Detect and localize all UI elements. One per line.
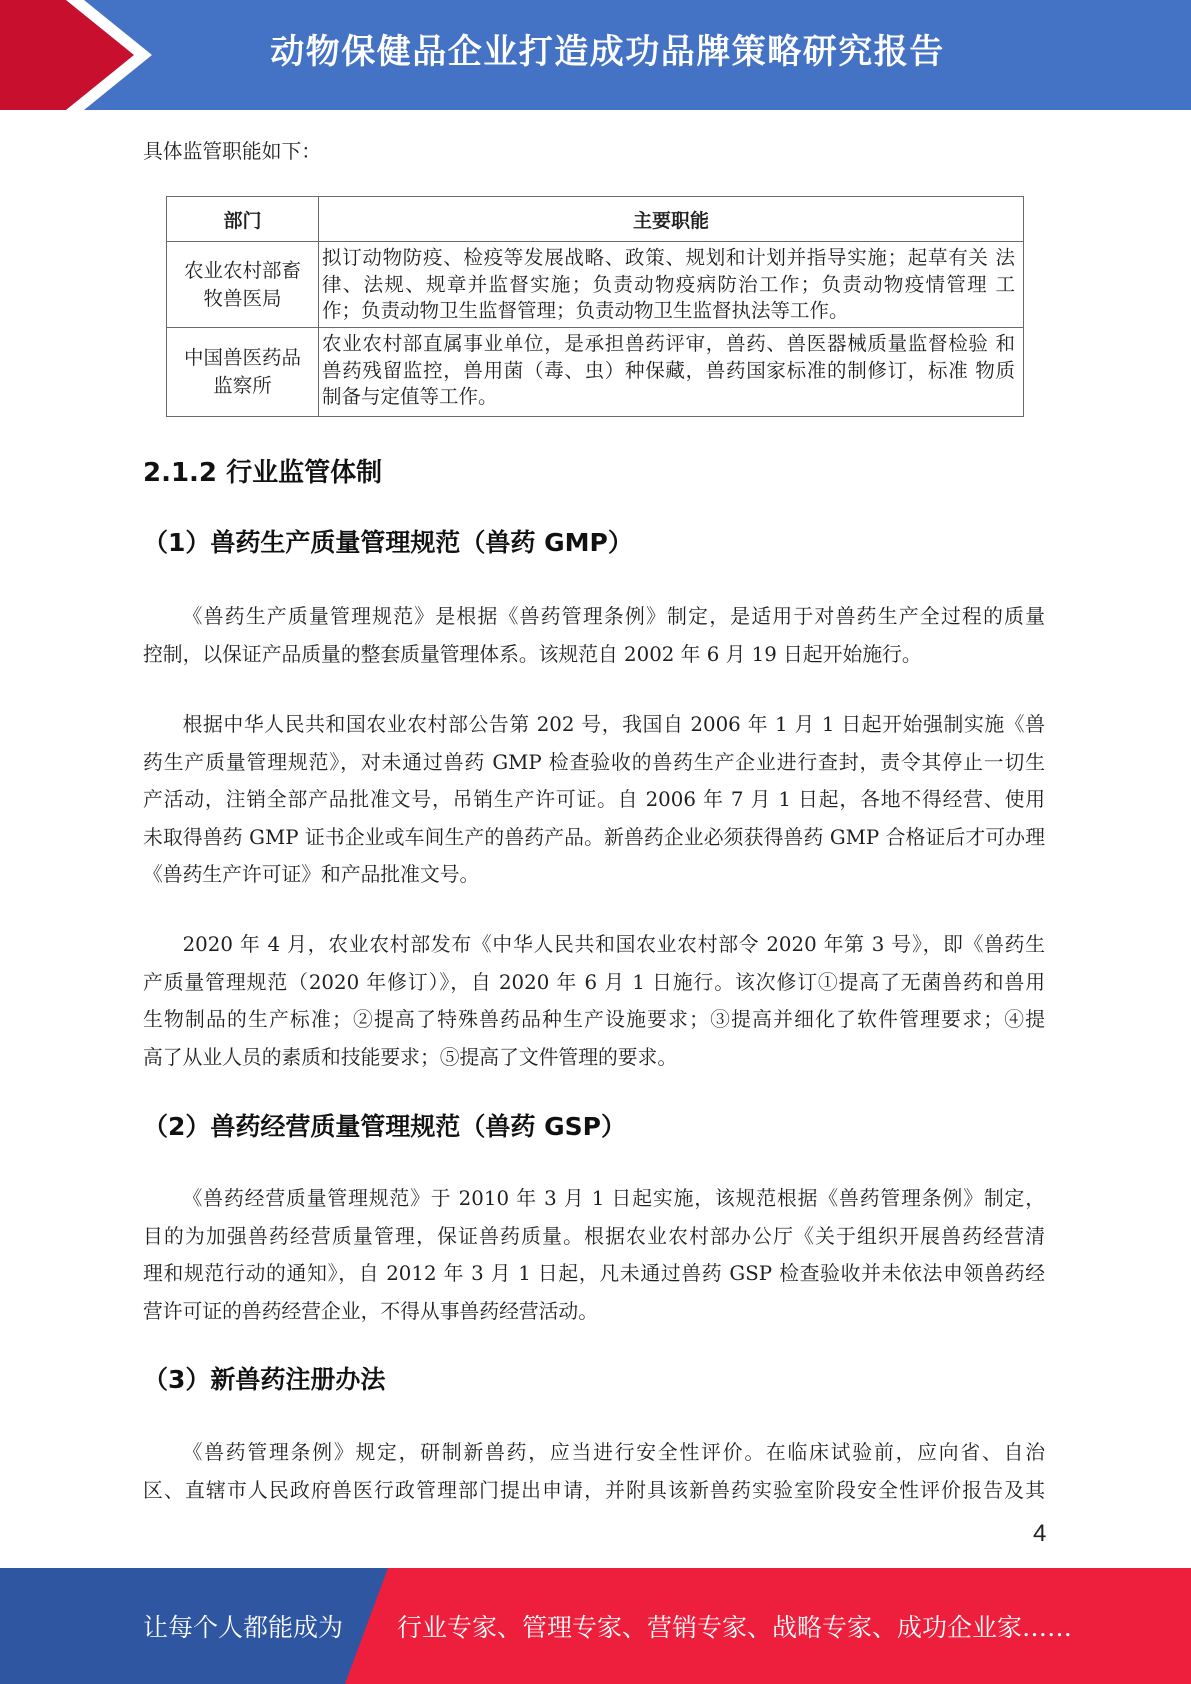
report-title: 动物保健品企业打造成功品牌策略研究报告: [270, 32, 945, 72]
table-row: [167, 328, 1024, 417]
paragraph-line: 生物制品的生产标准；②提高了特殊兽药品种生产设施要求；③提高并细化了软件管理要求；④提: [143, 1008, 1045, 1032]
paragraph: [143, 1180, 1045, 1330]
paragraph-line: 未取得兽药 GMP 证书企业或车间生产的兽药产品。新兽药企业必须获得兽药 GMP 合格证后才可办理: [143, 825, 1045, 849]
function-line: 作；负责动物卫生监督管理；负责动物卫生监督执法等工作。: [322, 299, 849, 322]
table-header-row: [167, 197, 1024, 242]
paragraph-line: 理和规范行动的通知》，自 2012 年 3 月 1 日起，凡未通过兽药 GSP 检查验收并未依法申领兽药经: [143, 1262, 1045, 1286]
subsection-heading: （2）兽药经营质量管理规范（兽药 GSP）: [143, 1112, 626, 1141]
paragraph-line: 《兽药生产质量管理规范》是根据《兽药管理条例》制定，是适用于对兽药生产全过程的质量: [182, 605, 1045, 628]
function-line: 拟订动物防疫、检疫等发展战略、政策、规划和计划并指导实施；起草有关 法: [322, 246, 1015, 269]
paragraph-line: 产活动，注销全部产品批准文号，吊销生产许可证。自 2006 年 7 月 1 日起，各地不得经营、使用: [143, 788, 1045, 812]
footer-slogan-lead: 让每个人都能成为: [143, 1613, 344, 1642]
paragraph: [143, 1434, 1045, 1509]
paragraph-line: 《兽药管理条例》规定，研制新兽药，应当进行安全性评价。在临床试验前，应向省、自治: [182, 1441, 1045, 1464]
paragraph-line: 《兽药生产许可证》和产品批准文号。: [143, 863, 480, 887]
paragraph: [143, 926, 1045, 1076]
subsection-heading: （3）新兽药注册办法: [143, 1365, 386, 1394]
paragraph-line: 2020 年 4 月，农业农村部发布《中华人民共和国农业农村部令 2020 年第 3 号》，即《兽药生: [182, 933, 1045, 956]
paragraph-line: 目的为加强兽药经营质量管理，保证兽药质量。根据农业农村部办公厅《关于组织开展兽药经营清: [143, 1224, 1045, 1248]
functions-cell: [319, 328, 1024, 417]
paragraph: [143, 598, 1045, 673]
paragraph-line: 产质量管理规范（2020 年修订）》，自 2020 年 6 月 1 日施行。该次修订①提高了无菌兽药和兽用: [143, 970, 1045, 994]
department-name: 中国兽医药品监察所: [183, 346, 301, 397]
section-heading: 2.1.2 行业监管体制: [143, 458, 383, 488]
functions-cell: [319, 242, 1024, 328]
function-line: 律、法规、规章并监督实施；负责动物疫病防治工作；负责动物疫情管理 工: [322, 272, 1015, 296]
function-line: 兽药残留监控，兽用菌（毒、虫）种保藏，兽药国家标准的制修订，标准 物质: [322, 358, 1015, 382]
department-name: 农业农村部畜牧兽医局: [183, 258, 301, 310]
paragraph: [143, 706, 1045, 894]
function-line: 农业农村部直属事业单位，是承担兽药评审，兽药、兽医器械质量监督检验 和: [322, 332, 1015, 355]
table-header-department: 部门: [167, 197, 319, 242]
subsection-heading: （1）兽药生产质量管理规范（兽药 GMP）: [143, 528, 633, 557]
paragraph-line: 《兽药经营质量管理规范》于 2010 年 3 月 1 日起实施，该规范根据《兽药管理条例》制定，: [182, 1187, 1045, 1210]
intro-text: 具体监管职能如下：: [143, 140, 322, 163]
function-line: 制备与定值等工作。: [322, 385, 498, 408]
department-cell: [167, 328, 319, 417]
paragraph-line: 根据中华人民共和国农业农村部公告第 202 号，我国自 2006 年 1 月 1 日起开始强制实施《兽: [182, 713, 1045, 736]
paragraph-line: 药生产质量管理规范》，对未通过兽药 GMP 检查验收的兽药生产企业进行查封，责令其停止一切生: [143, 750, 1045, 774]
department-cell: [167, 242, 319, 328]
footer-slogan-roles: 行业专家、管理专家、营销专家、战略专家、成功企业家……: [397, 1613, 1073, 1642]
table-row: [167, 242, 1024, 328]
page-number: 4: [1033, 1520, 1047, 1547]
paragraph-line: 区、直辖市人民政府兽医行政管理部门提出申请，并附具该新兽药实验室阶段安全性评价报告及其: [143, 1478, 1045, 1502]
table-header-functions: 主要职能: [319, 197, 1024, 242]
paragraph-line: 高了从业人员的素质和技能要求；⑤提高了文件管理的要求。: [143, 1045, 678, 1069]
functions-table: [166, 196, 1024, 417]
paragraph-line: 控制，以保证产品质量的整套质量管理体系。该规范自 2002 年 6 月 19 日起开始施行。: [143, 642, 922, 666]
paragraph-line: 营许可证的兽药经营企业，不得从事兽药经营活动。: [143, 1299, 598, 1323]
